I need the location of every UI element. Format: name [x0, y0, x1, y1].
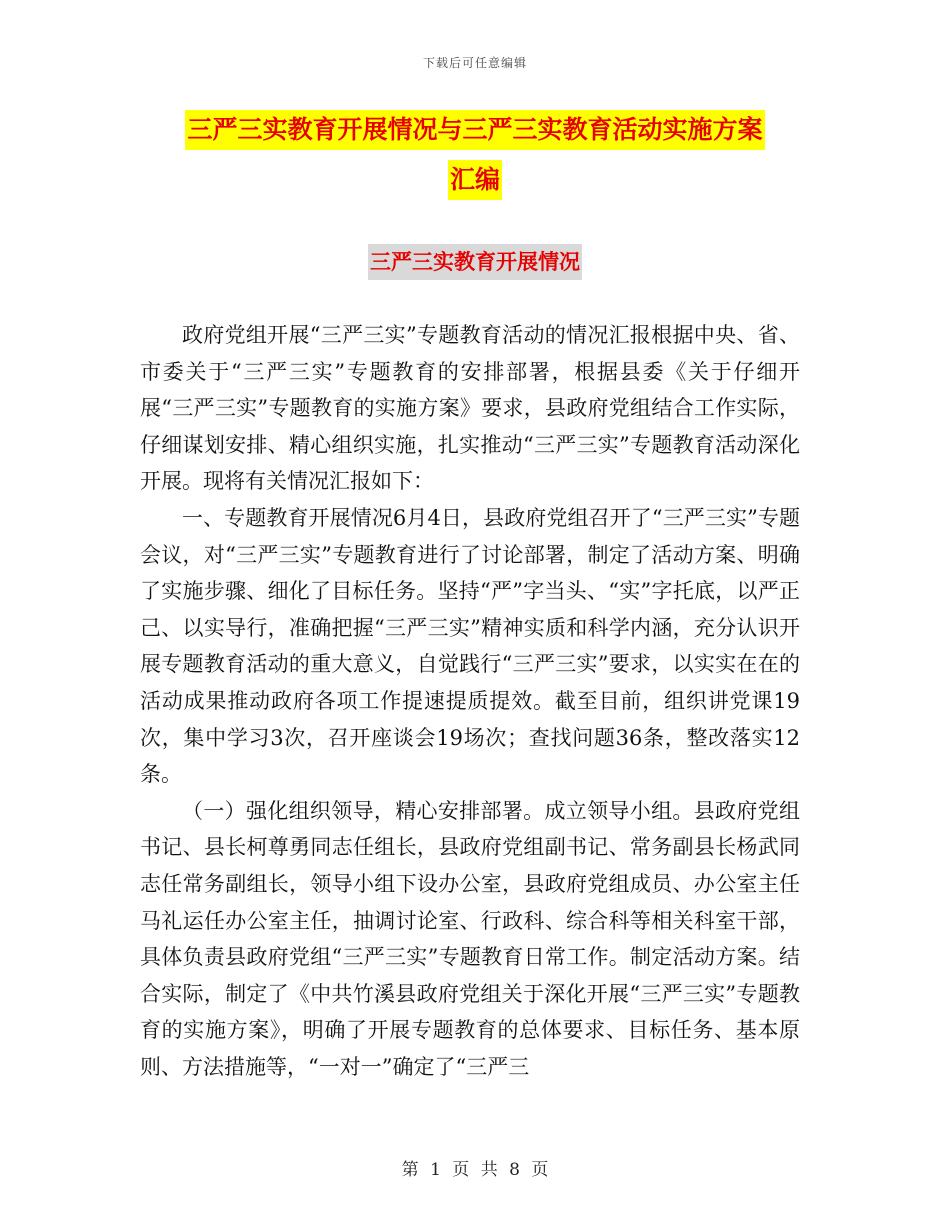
section-heading: 三严三实教育开展情况 — [368, 244, 582, 280]
title-line-1: 三严三实教育开展情况与三严三实教育活动实施方案 — [185, 110, 764, 150]
body-paragraph: 政府党组开展“三严三实”专题教育活动的情况汇报根据中央、省、市委关于“三严三实”专题教育的安排部署，根据县委《关于仔细开展“三严三实”专题教育的实施方案》要求，县政府党组结合工作实际，仔细谋划安排、精心组织实施，扎实推动“三严三实”专题教育活动深化开展。现将有关情况汇报如下： — [140, 323, 800, 494]
page-header-note: 下载后可任意编辑 — [422, 56, 527, 70]
body-paragraph: （一）强化组织领导，精心安排部署。成立领导小组。县政府党组书记、县长柯尊勇同志任组长，县政府党组副书记、常务副县长杨武同志任常务副组长，领导小组下设办公室，县政府党组成员、办公室主任马礼运任办公室主任，抽调讨论室、行政科、综合科等相关科室干部，具体负责县政府党组“三严三实”专题教育日常工作。制定活动方案。结合实际，制定了《中共竹溪县政府党组关于深化开展“三严三实”专题教育的实施方案》，明确了开展专题教育的总体要求、目标任务、基本原则、方法措施等，“一对一”确定了“三严三 — [140, 798, 800, 1079]
document-body — [140, 317, 800, 1085]
section-heading-wrap — [0, 244, 950, 280]
body-paragraph: 一、专题教育开展情况6月4日，县政府党组召开了“三严三实”专题会议，对“三严三实”专题教育进行了讨论部署，制定了活动方案、明确了实施步骤、细化了目标任务。坚持“严”字当头、“实”字托底，以严正己、以实导行，准确把握“三严三实”精神实质和科学内涵，充分认识开展专题教育活动的重大意义，自觉践行“三严三实”要求，以实实在在的活动成果推动政府各项工作提速提质提效。截至目前，组织讲党课19次，集中学习3次，召开座谈会19场次；查找问题36条，整改落实12条。 — [140, 505, 800, 787]
page-number-footer: 第 1 页 共 8 页 — [401, 1160, 549, 1180]
document-title — [140, 110, 810, 200]
title-line-2: 汇编 — [448, 160, 502, 200]
